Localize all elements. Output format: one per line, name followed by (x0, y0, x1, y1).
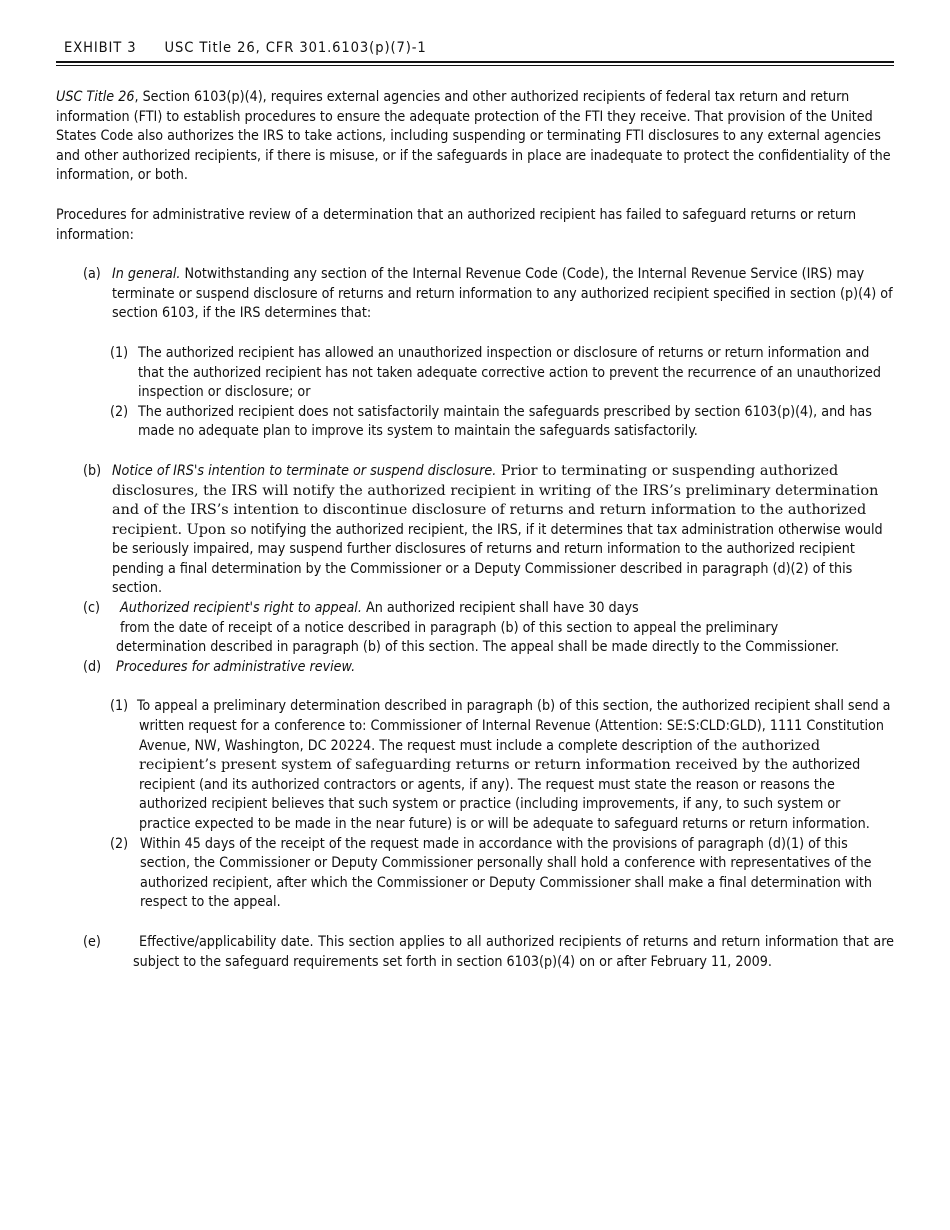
page-header (56, 38, 894, 60)
item-text-a: To appeal a preliminary determination described in paragraph (b) of this section, the authorized recipient shall send a written request for a conference to: Commissioner of Internal Revenue (Attention: SE:S:CLD:GLD), 1111 Constitution Avenue, NW, Washington, DC 20224. The request must include a complete description of (137, 698, 891, 754)
intro-paragraph (56, 88, 894, 186)
item-text-serif: the authorized recipient’s present system of safeguarding returns or return information received by the (139, 737, 821, 774)
section-c-text-2: from the date of receipt of a notice described in paragraph (b) of this section to appeal the preliminary (120, 619, 779, 636)
section-b-heading: Notice of IRS's intention to terminate or suspend disclosure. (112, 462, 497, 479)
section-a-label: (a) (83, 266, 101, 283)
section-b-label: (b) (83, 462, 102, 479)
section-d-label: (d) (83, 658, 102, 675)
header-rule-thick (56, 61, 894, 63)
section-d-heading: Procedures for administrative review. (116, 658, 356, 675)
section-e-text: Effective/applicability date. This section applies to all authorized recipients of returns and return information that are subject to the safeguard requirements set forth in section 6103(p)(4) on or after February 11, 2009. (133, 933, 894, 970)
header-rule-thin (56, 65, 894, 66)
section-d-item-2 (56, 835, 894, 913)
section-d (56, 658, 894, 678)
section-a (56, 265, 894, 324)
section-b-text-serif: Prior to terminating or suspending authorized disclosures, the IRS will notify the authorized recipient in writing of the IRS’s preliminary determination and of the IRS’s intention to discontinue disclosure of returns and return information to the authorized recipient. Upon so (112, 462, 879, 538)
item-label: (2) (110, 403, 129, 420)
section-a-heading: In general. (112, 266, 181, 283)
item-label: (1) (110, 344, 129, 361)
section-a-item-1 (56, 344, 894, 403)
section-e (56, 933, 894, 972)
section-c-text-1: An authorized recipient shall have 30 days (361, 600, 639, 617)
section-c (56, 599, 894, 658)
item-text: The authorized recipient does not satisfactorily maintain the safeguards prescribed by section 6103(p)(4), and has made no adequate plan to improve its system to maintain the safeguards satisfactorily. (138, 403, 872, 440)
section-c-text-3: determination described in paragraph (b) of this section. The appeal shall be made directly to the Commissioner. (116, 639, 840, 656)
section-a-text: Notwithstanding any section of the Internal Revenue Code (Code), the Internal Revenue Service (IRS) may terminate or suspend disclosure of returns and return information to any authorized recipient specified in section (p)(4) of section 6103, if the IRS determines that: (112, 266, 893, 322)
intro-text: , Section 6103(p)(4), requires external agencies and other authorized recipients of federal tax return and return information (FTI) to establish procedures to ensure the adequate protection of the FTI they receive. That provision of the United States Code also authorizes the IRS to take actions, including suspending or terminating FTI disclosures to any external agencies and other authorized recipients, if there is misuse, or if the safeguards in place are inadequate to protect the confidentiality of the information, or both. (56, 89, 891, 184)
section-b (56, 462, 894, 599)
section-e-label: (e) (83, 933, 101, 950)
item-text: The authorized recipient has allowed an unauthorized inspection or disclosure of returns or return information and that the authorized recipient has not taken adequate corrective action to prevent the recurrence of an unauthorized inspection or disclosure; or (138, 344, 882, 401)
section-b-text: notifying the authorized recipient, the IRS, if it determines that tax administration otherwise would be seriously impaired, may suspend further disclosures of returns and return information to the authorized recipient pending a final determination by the Commissioner or a Deputy Commissioner described in paragraph (d)(2) of this section. (112, 521, 883, 597)
section-a-item-2 (56, 403, 894, 442)
header-title: USC Title 26, CFR 301.6103(p)(7)-1 (164, 39, 427, 56)
item-text: Within 45 days of the receipt of the request made in accordance with the provisions of paragraph (d)(1) of this section, the Commissioner or Deputy Commissioner personally shall hold a conference with representatives of the authorized recipient, after which the Commissioner or Deputy Commissioner shall make a final determination with respect to the appeal. (140, 835, 872, 911)
document-page (56, 38, 894, 972)
section-c-heading: Authorized recipient's right to appeal. (120, 600, 362, 617)
exhibit-label: EXHIBIT 3 (64, 39, 137, 56)
intro-cite: USC Title 26 (56, 89, 135, 105)
item-text-b: authorized recipient (and its authorized contractors or agents, if any). The request must state the reason or reasons the authorized recipient believes that such system or practice (including improvements, if any, to such system or practice expected to be made in the near future) is or will be adequate to safeguard returns or return information. (139, 757, 870, 832)
item-label: (2) (110, 835, 129, 852)
section-d-item-1 (56, 697, 894, 834)
item-label: (1) (110, 698, 129, 715)
procedures-paragraph: Procedures for administrative review of a determination that an authorized recipient has failed to safeguard returns or return information: (56, 206, 857, 243)
section-c-label: (c) (83, 600, 100, 617)
